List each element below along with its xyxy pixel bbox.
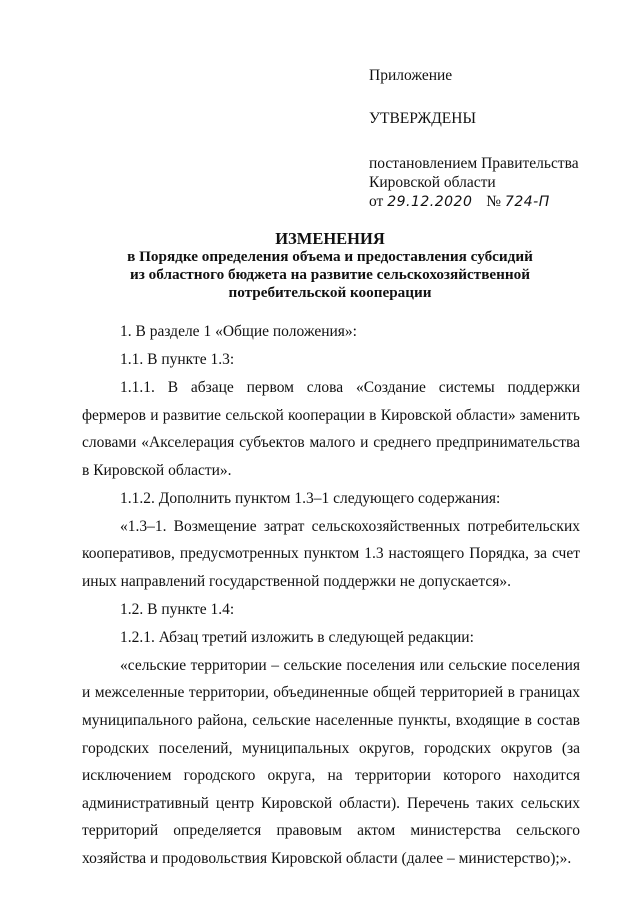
paragraph-2: 1.1. В пункте 1.3: [120,350,235,368]
approval-block [369,66,619,212]
resolution-line-1: постановлением Правительства [369,155,579,172]
paragraph-8: «сельские территории – сельские поселения или сельские поселения и межселенные территории, объединенные общей территорией в границах муниципального района, сельские населенные пункты, входящие в состав городских поселений, муниципальных округов, городских округов (за исключением городского округа, на территории которого находится административный центр Кировской области). Перечень таких сельских территорий определяется правовым актом министерства сельского хозяйства и продовольствия Кировской области (далее – министерство);». [82,656,580,868]
title-sub-line-1: в Порядке определения объема и предоставления субсидий [127,248,533,265]
paragraph-5: «1.3–1. Возмещение затрат сельскохозяйственных потребительских кооперативов, предусмотренных пунктом 1.3 настоящего Порядка, за счет иных направлений государственной поддержки не допускается». [82,517,580,590]
paragraph-7: 1.2.1. Абзац третий изложить в следующей редакции: [120,628,474,646]
paragraph-4: 1.1.2. Дополнить пунктом 1.3–1 следующего содержания: [120,489,501,507]
paragraph-6: 1.2. В пункте 1.4: [120,600,235,618]
paragraph-3: 1.1.1. В абзаце первом слова «Создание системы поддержки фермеров и развитие сельской кооперации в Кировской области» заменить словами «Акселерация субъектов малого и среднего предпринимательства в Кировской области». [82,378,580,479]
handwritten-date: 29.12.2020 [387,194,473,210]
title-sub-line-2: из областного бюджета на развитие сельскохозяйственной [129,266,530,283]
document-title [80,230,580,302]
appendix-label: Приложение [369,67,453,84]
handwritten-number: 724-П [504,194,550,210]
title-sub-line-3: потребительской кооперации [228,284,432,301]
resolution-line-2: Кировской области [369,174,496,191]
date-prefix: от [369,193,384,210]
document-body [82,318,580,873]
approved-label: УТВЕРЖДЕНЫ [369,110,476,127]
title-main: ИЗМЕНЕНИЯ [275,229,385,248]
resolution-date-line [369,192,619,212]
number-prefix: № [486,193,502,210]
paragraph-1: 1. В разделе 1 «Общие положения»: [120,323,357,340]
